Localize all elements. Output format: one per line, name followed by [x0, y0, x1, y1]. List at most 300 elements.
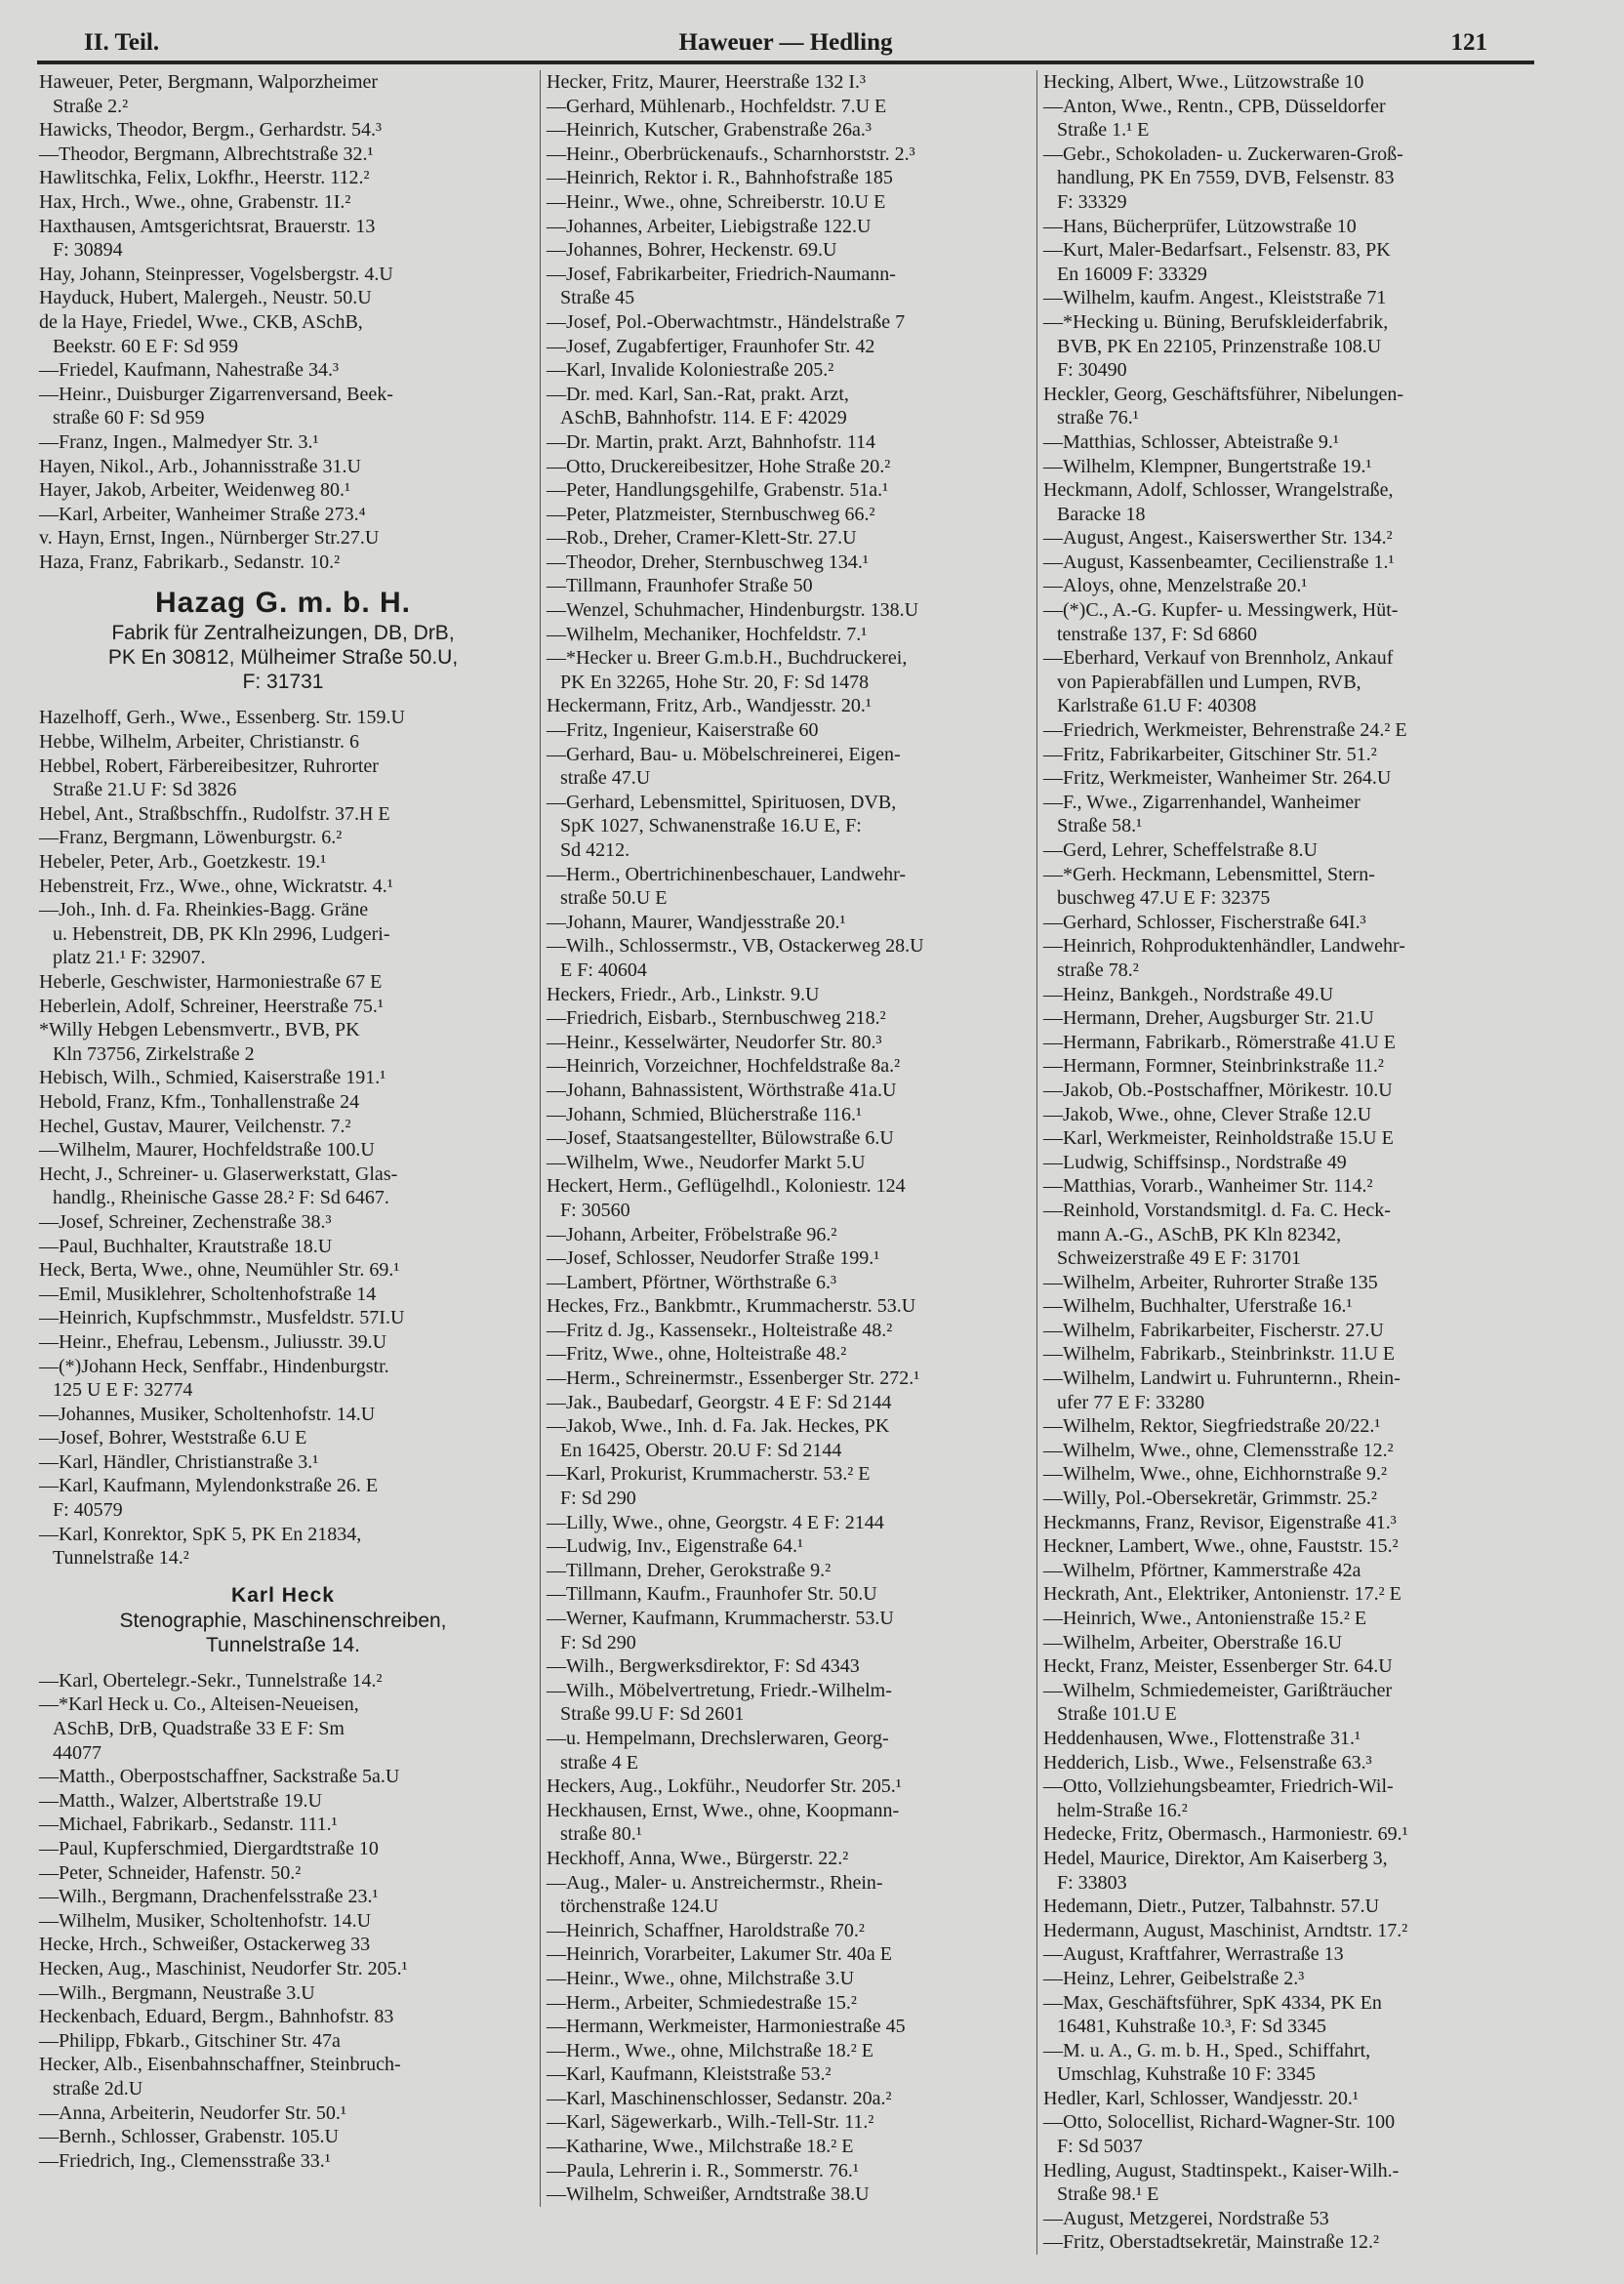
entry-line: —Johann, Maurer, Wandjesstraße 20.¹ [547, 911, 846, 933]
entry-line: —Gebr., Schokoladen- u. Zuckerwaren-Groß- [1043, 143, 1403, 165]
directory-entry [39, 802, 527, 827]
directory-entry [547, 1871, 1035, 1919]
entry-line: —Karl, Arbeiter, Wanheimer Straße 273.⁴ [39, 503, 366, 525]
directory-entry [1043, 1271, 1531, 1295]
directory-entry [547, 358, 1035, 383]
entry-line: —Johannes, Arbeiter, Liebigstraße 122.U [547, 215, 872, 237]
entry-line: straße 47.U [560, 767, 651, 790]
directory-entry [547, 1774, 1035, 1799]
directory-entry [1043, 1199, 1531, 1271]
directory-entry [547, 2110, 1035, 2135]
entry-line: —Herm., Wwe., ohne, Milchstraße 18.² E [547, 2039, 873, 2061]
directory-entry [1043, 1847, 1531, 1895]
directory-entry [1043, 1054, 1531, 1079]
directory-entry [547, 863, 1035, 911]
entry-line: Straße 99.U F: Sd 2601 [560, 1703, 745, 1726]
entry-line: —Peter, Schneider, Hafenstr. 50.² [39, 1861, 302, 1884]
entry-line: —Wilhelm, Schweißer, Arndtstraße 38.U [547, 2183, 870, 2206]
directory-entry [39, 455, 527, 479]
entry-line: Hedler, Karl, Schlosser, Wandjesstr. 20.¹ [1043, 2087, 1359, 2109]
entry-line: Straße 45 [560, 287, 635, 309]
entry-line: —Wilhelm, Klempner, Bungertstraße 19.¹ [1043, 455, 1372, 477]
entry-line: Karlstraße 61.U F: 40308 [1057, 695, 1257, 717]
ad-title: Hazag G. m. b. H. [154, 587, 412, 620]
directory-entry [39, 2029, 527, 2054]
entry-line: Haxthausen, Amtsgerichtsrat, Brauerstr. 13 [39, 215, 376, 237]
entry-line: von Papierabfällen und Lumpen, RVB, [1057, 671, 1361, 693]
directory-entry [39, 2005, 527, 2029]
entry-line: Haza, Franz, Fabrikarb., Sedanstr. 10.² [39, 551, 341, 573]
directory-entry [547, 1271, 1035, 1295]
entry-line: —(*)Johann Heck, Senffabr., Hindenburgstr. [39, 1355, 389, 1377]
entry-line: —Jakob, Wwe., ohne, Clever Straße 12.U [1043, 1103, 1372, 1125]
entry-line: Hecken, Aug., Maschinist, Neudorfer Str. 205.¹ [39, 1957, 408, 1979]
entry-line: Hayduck, Hubert, Malergeh., Neustr. 50.U [39, 287, 372, 309]
entry-line: —Otto, Vollziehungsbeamter, Friedrich-Wil- [1043, 1775, 1394, 1798]
directory-entry [547, 694, 1035, 718]
entry-line: —Heinr., Kesselwärter, Neudorfer Str. 80.³ [547, 1031, 882, 1053]
directory-entry [39, 143, 527, 167]
directory-entry [1043, 1727, 1531, 1751]
directory-entry [39, 1861, 527, 1886]
entry-line: —Wenzel, Schuhmacher, Hindenburgstr. 138.U [547, 599, 919, 622]
entry-line: —Matth., Oberpostschaffner, Sackstraße 5a.U [39, 1766, 400, 1788]
entry-line: —Friedrich, Werkmeister, Behrenstraße 24.² E [1043, 719, 1407, 742]
entry-line: straße 4 E [560, 1751, 638, 1774]
entry-line: F: 30894 [53, 239, 123, 262]
entry-line: Heckhausen, Ernst, Wwe., ohne, Koopmann- [547, 1799, 900, 1821]
entry-line: —Wilhelm, Wwe., ohne, Clemensstraße 12.² [1043, 1439, 1394, 1461]
entry-line: —Paul, Kupferschmied, Diergardtstraße 10 [39, 1838, 379, 1859]
directory-entry [547, 2039, 1035, 2063]
entry-line: Straße 58.¹ [1057, 815, 1143, 837]
entry-line: ASchB, Bahnhofstr. 114. E F: 42029 [560, 407, 847, 429]
entry-line: —Wilhelm, Mechaniker, Hochfeldstr. 7.¹ [547, 623, 868, 645]
entry-line: —Herm., Arbeiter, Schmiedestraße 15.² [547, 1991, 857, 2014]
entry-line: —Gerhard, Mühlenarb., Hochfeldstr. 7.U E [547, 95, 887, 117]
directory-entry [39, 755, 527, 802]
entry-line: Heck, Berta, Wwe., ohne, Neumühler Str. 69.¹ [39, 1259, 400, 1282]
directory-entry [39, 1115, 527, 1139]
entry-line: —Josef, Bohrer, Weststraße 6.U E [39, 1427, 307, 1449]
entry-line: —Peter, Platzmeister, Sternbuschweg 66.² [547, 503, 875, 525]
entry-line: Umschlag, Kuhstraße 10 F: 3345 [1057, 2063, 1316, 2086]
entry-line: —Emil, Musiklehrer, Scholtenhofstraße 14 [39, 1283, 377, 1305]
directory-entry [39, 1957, 527, 1981]
entry-line: —Aloys, ohne, Menzelstraße 20.¹ [1043, 575, 1308, 597]
directory-entry [1043, 1774, 1531, 1822]
entry-line: —Heinrich, Rektor i. R., Bahnhofstraße 185 [547, 167, 893, 189]
directory-entry [547, 791, 1035, 863]
directory-entry [39, 1018, 527, 1066]
entry-line: Hebeler, Peter, Arb., Goetzkestr. 19.¹ [39, 851, 327, 874]
directory-entry [547, 2182, 1035, 2207]
entry-line: —Karl, Sägewerkarb., Wilh.-Tell-Str. 11.² [547, 2111, 874, 2134]
directory-entry [547, 1054, 1035, 1079]
directory-entry [547, 1342, 1035, 1366]
directory-entry [1043, 1079, 1531, 1103]
directory-entry [547, 598, 1035, 623]
entry-line: törchenstraße 124.U [560, 1896, 719, 1918]
directory-entry [1043, 1342, 1531, 1366]
entry-line: Hebold, Franz, Kfm., Tonhallenstraße 24 [39, 1090, 360, 1113]
directory-entry [547, 1246, 1035, 1271]
ad-line: Fabrik für Zentralheizungen, DB, DrB, [111, 622, 455, 645]
ad-line: Stenographie, Maschinenschreiben, [119, 1609, 447, 1632]
entry-line: Heckler, Georg, Geschäftsführer, Nibelungen- [1043, 383, 1403, 405]
directory-entry [547, 1847, 1035, 1871]
entry-line: —Wilhelm, Wwe., Neudorfer Markt 5.U [547, 1151, 866, 1173]
directory-entry [1043, 1439, 1531, 1463]
directory-entry [1043, 863, 1531, 911]
entry-line: straße 50.U E [560, 887, 668, 910]
entry-line: Hazelhoff, Gerh., Wwe., Essenberg. Str. 159.U [39, 707, 405, 729]
directory-entry [39, 1981, 527, 2006]
directory-entry [1043, 310, 1531, 383]
directory-entry [39, 1474, 527, 1522]
entry-line: —Heinrich, Kupfschmmstr., Musfeldstr. 57I.U [39, 1307, 405, 1329]
entry-line: —Michael, Fabrikarb., Sedanstr. 111.¹ [39, 1814, 338, 1836]
entry-line: de la Haye, Friedel, Wwe., CKB, ASchB, [39, 310, 363, 333]
entry-line: —Heinrich, Schaffner, Haroldstraße 70.² [547, 1919, 865, 1941]
entry-line: —Philipp, Fbkarb., Gitschiner Str. 47a [39, 2029, 341, 2052]
directory-entry [547, 95, 1035, 119]
directory-entry [547, 911, 1035, 935]
entry-line: —Wilh., Bergmann, Neustraße 3.U [39, 1981, 315, 2004]
ad-title: Karl Heck [231, 1583, 335, 1607]
directory-entry [547, 2015, 1035, 2039]
directory-entry [1043, 766, 1531, 791]
entry-line: v. Hayn, Ernst, Ingen., Nürnberger Str.27.U [39, 527, 380, 550]
directory-entry [547, 503, 1035, 527]
entry-line: F: Sd 290 [560, 1488, 636, 1510]
entry-line: Hecht, J., Schreiner- u. Glaserwerkstatt, Glas- [39, 1162, 398, 1185]
entry-line: Hechel, Gustav, Maurer, Veilchenstr. 7.² [39, 1115, 351, 1137]
entry-line: ufer 77 E F: 33280 [1057, 1391, 1205, 1413]
directory-entry [1043, 286, 1531, 310]
directory-entry [39, 1355, 527, 1403]
entry-line: —Josef, Fabrikarbeiter, Friedrich-Naumann- [547, 263, 896, 285]
entry-line: —Anton, Wwe., Rentn., CPB, Düsseldorfer [1043, 95, 1386, 117]
entry-line: —Heinr., Oberbrückenaufs., Scharnhorststr. 2.³ [547, 143, 915, 165]
directory-entry [547, 1414, 1035, 1462]
entry-line: —Tillmann, Dreher, Gerokstraße 9.² [547, 1559, 832, 1581]
directory-entry [547, 1559, 1035, 1583]
entry-line: —Johann, Schmied, Blücherstraße 116.¹ [547, 1103, 862, 1125]
directory-entry [39, 310, 527, 358]
entry-line: —Wilhelm, Buchhalter, Uferstraße 16.¹ [1043, 1295, 1353, 1318]
entry-line: —Fritz, Werkmeister, Wanheimer Str. 264.U [1043, 767, 1392, 790]
directory-entry [39, 166, 527, 190]
directory-entry [39, 1933, 527, 1957]
entry-line: —Karl, Prokurist, Krummacherstr. 53.² E [547, 1463, 871, 1486]
entry-line: Heckt, Franz, Meister, Essenberger Str. 64.U [1043, 1655, 1393, 1678]
entry-line: —M. u. A., G. m. b. H., Sped., Schiffahrt, [1043, 2039, 1371, 2061]
entry-line: —Heinr., Wwe., ohne, Schreiberstr. 10.U E [547, 190, 886, 213]
entry-line: E F: 40604 [560, 958, 647, 981]
directory-entry [1043, 1631, 1531, 1655]
directory-entry [39, 503, 527, 527]
entry-line: —Ludwig, Inv., Eigenstraße 64.¹ [547, 1535, 803, 1558]
entry-line: Hawicks, Theodor, Bergm., Gerhardstr. 54.³ [39, 119, 383, 142]
ad-line: Tunnelstraße 14. [206, 1633, 360, 1656]
entry-line: —Jakob, Ob.-Postschaffner, Mörikestr. 10.U [1043, 1079, 1393, 1101]
directory-entry [1043, 215, 1531, 239]
entry-line: —Paula, Lehrerin i. R., Sommerstr. 76.¹ [547, 2159, 859, 2182]
entry-line: —Hermann, Werkmeister, Harmoniestraße 45 [547, 2016, 906, 2038]
entry-line: Hedling, August, Stadtinspekt., Kaiser-Wilh.- [1043, 2159, 1400, 2182]
entry-line: —Josef, Zugabfertiger, Fraunhofer Str. 42 [547, 335, 875, 357]
directory-entry [1043, 1654, 1531, 1679]
entry-line: tenstraße 137, F: Sd 6860 [1057, 623, 1257, 645]
entry-line: —Heinrich, Kutscher, Grabenstraße 26a.³ [547, 119, 872, 142]
entry-line: —Otto, Solocellist, Richard-Wagner-Str. 100 [1043, 2111, 1396, 2134]
directory-entry [1043, 2039, 1531, 2087]
entry-line: Hebbel, Robert, Färbereibesitzer, Ruhrorter [39, 755, 379, 777]
directory-entry [1043, 983, 1531, 1007]
directory-entry [1043, 455, 1531, 479]
directory-entry [547, 1223, 1035, 1247]
directory-entry [39, 1403, 527, 1427]
entry-line: —Heinz, Bankgeh., Nordstraße 49.U [1043, 983, 1334, 1005]
directory-entry [547, 263, 1035, 310]
directory-entry [1043, 838, 1531, 863]
directory-entry [1043, 1822, 1531, 1847]
entry-line: —Fritz, Fabrikarbeiter, Gitschiner Str. 51.² [1043, 743, 1377, 765]
directory-entry [547, 574, 1035, 598]
directory-entry [1043, 791, 1531, 838]
entry-line: —Werner, Kaufmann, Krummacherstr. 53.U [547, 1608, 894, 1629]
directory-entry [547, 478, 1035, 503]
directory-entry [547, 190, 1035, 215]
entry-line: —Bernh., Schlosser, Grabenstr. 105.U [39, 2126, 339, 2148]
directory-entry [39, 1258, 527, 1283]
page-header [37, 29, 1534, 64]
entry-line: —Heinrich, Vorzeichner, Hochfeldstraße 8a.² [547, 1055, 901, 1078]
entry-line: —Johannes, Bohrer, Heckenstr. 69.U [547, 239, 837, 262]
entry-line: Heddenhausen, Wwe., Flottenstraße 31.¹ [1043, 1727, 1360, 1749]
directory-entry [1043, 526, 1531, 551]
directory-entry [1043, 1487, 1531, 1511]
entry-line: —August, Angest., Kaiserswerther Str. 134.² [1043, 527, 1393, 550]
directory-entry [547, 166, 1035, 190]
entry-line: En 16425, Oberstr. 20.U F: Sd 2144 [560, 1439, 842, 1461]
entry-line: Heckner, Lambert, Wwe., ohne, Fauststr. 15.² [1043, 1535, 1399, 1558]
entry-line: —Fritz, Oberstadtsekretär, Mainstraße 12.² [1043, 2231, 1379, 2254]
entry-line: Hecker, Fritz, Maurer, Heerstraße 132 I.³ [547, 71, 867, 93]
entry-line: Straße 21.U F: Sd 3826 [53, 779, 237, 801]
directory-entry [547, 1319, 1035, 1343]
entry-line: —Friedel, Kaufmann, Nahestraße 34.³ [39, 359, 340, 382]
entry-line: —Matth., Walzer, Albertstraße 19.U [39, 1789, 322, 1812]
directory-entry [1043, 1511, 1531, 1535]
ad-line: F: 31731 [242, 671, 324, 694]
entry-line: —Friedrich, Ing., Clemensstraße 33.¹ [39, 2149, 331, 2172]
entry-line: —Wilhelm, Fabrikarb., Steinbrinkstr. 11.U E [1043, 1343, 1396, 1366]
entry-line: 44077 [53, 1741, 102, 1764]
entry-line: Hax, Hrch., Wwe., ohne, Grabenstr. 1I.² [39, 190, 351, 213]
entry-line: —Dr. Martin, prakt. Arzt, Bahnhofstr. 114 [547, 430, 875, 453]
entry-line: —August, Metzgerei, Nordstraße 53 [1043, 2207, 1329, 2229]
directory-entry [39, 551, 527, 575]
directory-entry [39, 1162, 527, 1210]
entry-line: Hedel, Maurice, Direktor, Am Kaiserberg 3, [1043, 1847, 1388, 1869]
directory-entry [1043, 1414, 1531, 1439]
entry-line: —Wilh., Schlossermstr., VB, Ostackerweg 28.U [547, 935, 924, 958]
directory-entry [547, 1294, 1035, 1319]
entry-line: —Johannes, Musiker, Scholtenhofstr. 14.U [39, 1403, 376, 1425]
entry-line: Straße 2.² [53, 95, 129, 117]
entry-line: F: 40579 [53, 1499, 123, 1522]
entry-line: —Hermann, Dreher, Augsburger Str. 21.U [1043, 1007, 1374, 1030]
entry-line: —Friedrich, Eisbarb., Sternbuschweg 218.² [547, 1007, 886, 1030]
directory-entry [547, 623, 1035, 647]
entry-line: —Tillmann, Fraunhofer Straße 50 [547, 575, 813, 597]
directory-entry [1043, 1319, 1531, 1343]
directory-entry [1043, 646, 1531, 718]
entry-line: —Heinr., Wwe., ohne, Milchstraße 3.U [547, 1967, 855, 1989]
directory-entry [39, 383, 527, 430]
directory-entry [39, 2125, 527, 2149]
entry-line: Baracke 18 [1057, 503, 1146, 525]
entry-line: Hebel, Ant., Straßbschffn., Rudolfstr. 37.H E [39, 802, 390, 825]
entry-line: —Wilhelm, Wwe., ohne, Eichhornstraße 9.² [1043, 1463, 1387, 1486]
directory-entry [1043, 70, 1531, 95]
entry-line: —*Hecking u. Büning, Berufskleiderfabrik, [1043, 310, 1389, 333]
directory-entry [1043, 430, 1531, 455]
entry-line: helm-Straße 16.² [1057, 1799, 1188, 1821]
entry-line: —Max, Geschäftsführer, SpK 4334, PK En [1043, 1991, 1382, 2014]
entry-line: —Hermann, Formner, Steinbrinkstraße 11.² [1043, 1055, 1384, 1078]
entry-line: Straße 1.¹ E [1057, 119, 1150, 142]
entry-line: straße 76.¹ [1057, 407, 1139, 429]
entry-line: —Wilhelm, Fabrikarbeiter, Fischerstr. 27.U [1043, 1319, 1384, 1341]
entry-line: —Matthias, Vorarb., Wanheimer Str. 114.² [1043, 1175, 1373, 1198]
entry-line: Heckers, Aug., Lokführ., Neudorfer Str. 205.¹ [547, 1775, 902, 1798]
entry-line: Hedderich, Lisb., Wwe., Felsenstraße 63.³ [1043, 1751, 1372, 1774]
directory-entry [547, 335, 1035, 359]
directory-entry [547, 2087, 1035, 2111]
entry-line: Hedermann, August, Maschinist, Arndtstr. 17.² [1043, 1919, 1408, 1941]
directory-entry [1043, 1006, 1531, 1031]
entry-line: —Gerhard, Lebensmittel, Spirituosen, DVB, [547, 791, 897, 813]
entry-line: —Heinr., Ehefrau, Lebensm., Juliusstr. 39.U [39, 1330, 387, 1353]
entry-line: Heckes, Frz., Bankbmtr., Krummacherstr. 53.U [547, 1295, 916, 1318]
directory-entry [547, 2135, 1035, 2159]
directory-entry [39, 730, 527, 755]
entry-line: —Johann, Bahnassistent, Wörthstraße 41a.U [547, 1079, 897, 1101]
directory-entry [39, 2149, 527, 2174]
entry-line: —Lambert, Pförtner, Wörthstraße 6.³ [547, 1271, 836, 1293]
entry-line: 16481, Kuhstraße 10.³, F: Sd 3345 [1057, 2016, 1326, 2038]
entry-line: —Josef, Pol.-Oberwachtmstr., Händelstraße 7 [547, 310, 906, 333]
directory-entry [1043, 1462, 1531, 1487]
directory-entry [39, 478, 527, 503]
entry-line: —Fritz d. Jg., Kassensekr., Holteistraße 48.² [547, 1319, 893, 1341]
directory-entry [547, 1511, 1035, 1535]
entry-line: —Wilhelm, kaufm. Angest., Kleiststraße 71 [1043, 287, 1387, 309]
directory-entry [39, 970, 527, 995]
entry-line: mann A.-G., ASchB, PK Kln 82342, [1057, 1223, 1342, 1245]
directory-entry [1043, 478, 1531, 526]
entry-line: —Matthias, Schlosser, Abteistraße 9.¹ [1043, 430, 1339, 453]
directory-entry [1043, 1031, 1531, 1055]
directory-entry [39, 1426, 527, 1450]
directory-entry [1043, 2230, 1531, 2255]
entry-line: —Karl, Werkmeister, Reinholdstraße 15.U E [1043, 1127, 1394, 1150]
entry-line: —Hermann, Fabrikarb., Römerstraße 41.U E [1043, 1031, 1397, 1053]
directory-entry [39, 1909, 527, 1934]
entry-line: F: 33329 [1057, 190, 1127, 213]
directory-entry [1043, 1559, 1531, 1583]
entry-line: Tunnelstraße 14.² [53, 1547, 189, 1570]
entry-line: —Wilhelm, Maurer, Hochfeldstraße 100.U [39, 1139, 375, 1162]
entry-line: —Heinz, Lehrer, Geibelstraße 2.³ [1043, 1967, 1305, 1989]
entry-line: —Wilhelm, Pförtner, Kammerstraße 42a [1043, 1559, 1361, 1581]
entry-line: —Peter, Handlungsgehilfe, Grabenstr. 51a.¹ [547, 479, 889, 502]
directory-entry [39, 1066, 527, 1090]
column-2 [540, 70, 1035, 2207]
directory-entry [1043, 1607, 1531, 1631]
entry-line: —Theodor, Dreher, Sternbuschweg 134.¹ [547, 551, 869, 573]
directory-entry [39, 875, 527, 899]
directory-entry [547, 1582, 1035, 1607]
entry-line: Heberlein, Adolf, Schreiner, Heerstraße 75.¹ [39, 995, 384, 1017]
entry-line: Heberle, Geschwister, Harmoniestraße 67 E [39, 971, 383, 993]
directory-entry [547, 1942, 1035, 1967]
entry-line: —Johann, Arbeiter, Fröbelstraße 96.² [547, 1223, 837, 1245]
directory-entry [1043, 1174, 1531, 1199]
directory-entry [1043, 1967, 1531, 1991]
directory-entry [39, 1330, 527, 1355]
entry-line: Hedemann, Dietr., Putzer, Talbahnstr. 57.U [1043, 1896, 1380, 1918]
entry-line: —August, Kraftfahrer, Werrastraße 13 [1043, 1943, 1344, 1966]
directory-entry [39, 1283, 527, 1307]
directory-entry [1043, 1919, 1531, 1943]
directory-entry [547, 430, 1035, 455]
directory-entry [547, 215, 1035, 239]
entry-line: ASchB, DrB, Quadstraße 33 E F: Sm [53, 1718, 345, 1740]
entry-line: —Lilly, Wwe., ohne, Georgstr. 4 E F: 2144 [547, 1511, 884, 1533]
column-3 [1036, 70, 1531, 2255]
entry-line: Heckmanns, Franz, Revisor, Eigenstraße 41.³ [1043, 1511, 1397, 1533]
entry-line: Hecke, Hrch., Schweißer, Ostackerweg 33 [39, 1934, 371, 1956]
entry-line: —Dr. med. Karl, San.-Rat, prakt. Arzt, [547, 383, 849, 405]
entry-line: —Wilhelm, Schmiedemeister, Garißträucher [1043, 1679, 1393, 1701]
directory-entry [547, 1799, 1035, 1847]
directory-entry [39, 286, 527, 310]
directory-entry [547, 743, 1035, 791]
directory-entry [547, 1079, 1035, 1103]
column-1 [39, 70, 527, 2173]
directory-entry [39, 898, 527, 970]
entry-line: Straße 98.¹ E [1057, 2183, 1159, 2206]
directory-entry [39, 1693, 527, 1765]
directory-entry [1043, 143, 1531, 215]
entry-line: Hayen, Nikol., Arb., Johannisstraße 31.U [39, 455, 361, 477]
directory-entry [547, 1991, 1035, 2016]
directory-entry [39, 526, 527, 551]
entry-line: Hebenstreit, Frz., Wwe., ohne, Wickratstr. 4.¹ [39, 875, 393, 897]
directory-entry [547, 1391, 1035, 1415]
entry-line: Heckers, Friedr., Arb., Linkstr. 9.U [547, 983, 820, 1005]
entry-line: —Theodor, Bergmann, Albrechtstraße 32.¹ [39, 143, 374, 165]
page-number: 121 [1450, 29, 1487, 56]
directory-entry [1043, 718, 1531, 743]
entry-line: —Paul, Buchhalter, Krautstraße 18.U [39, 1235, 333, 1257]
directory-entry [1043, 1582, 1531, 1607]
entry-line: —Hans, Bücherprüfer, Lützowstraße 10 [1043, 215, 1357, 237]
